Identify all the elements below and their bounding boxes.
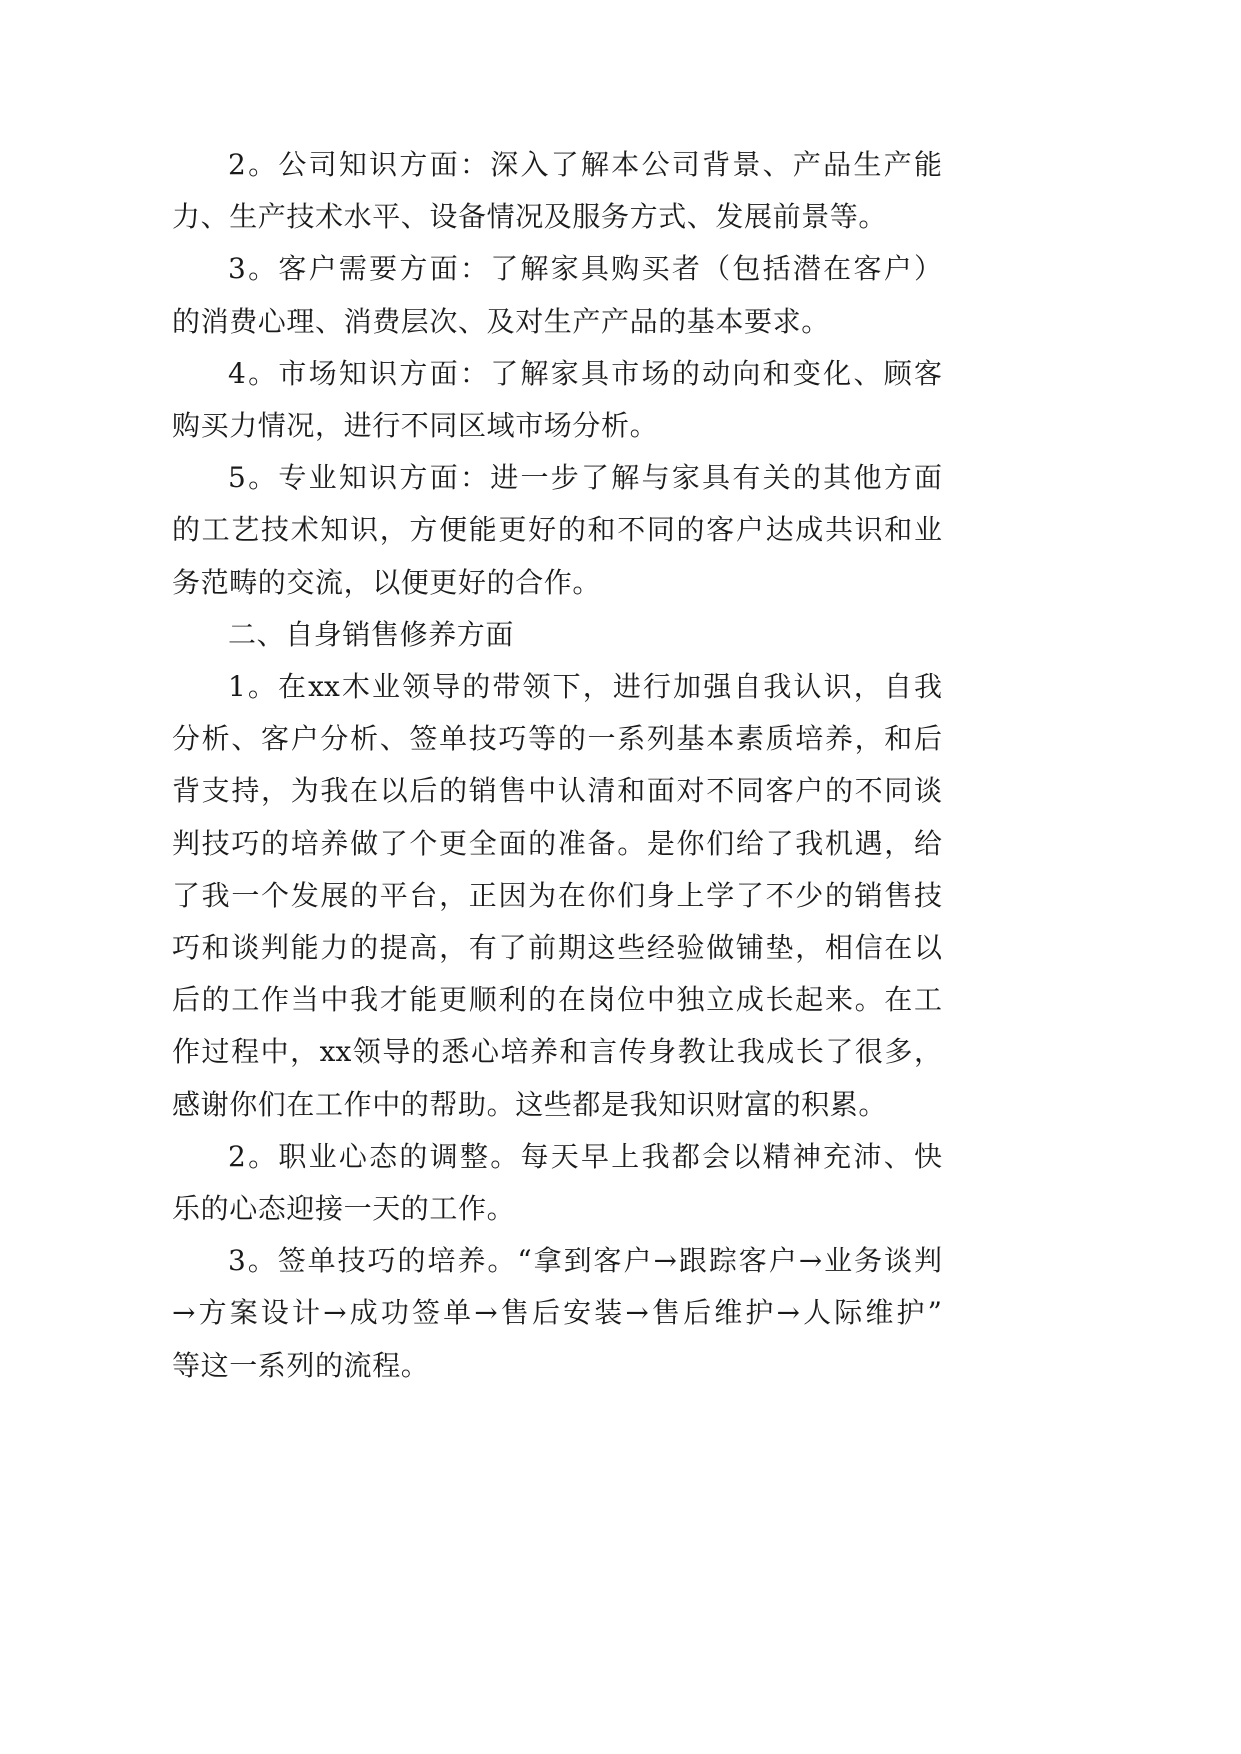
text-line: →方案设计→成功签单→售后安装→售后维护→人际维护” [172,1296,942,1330]
text-line: 务范畴的交流，以便更好的合作。 [172,565,602,599]
paragraph-self-awareness [172,661,942,1131]
text-line: 背支持，为我在以后的销售中认清和面对不同客户的不同谈 [172,774,942,808]
text-line: 的工艺技术知识，方便能更好的和不同的客户达成共识和业 [172,513,942,547]
paragraph-company-knowledge [172,139,942,243]
text-line: 乐的心态迎接一天的工作。 [172,1192,516,1226]
text-line: 2。公司知识方面：深入了解本公司背景、产品生产能 [228,148,942,181]
text-line: 3。客户需要方面：了解家具购买者（包括潜在客户） [228,252,942,286]
section-heading [172,609,942,661]
text-line: 后的工作当中我才能更顺利的在岗位中独立成长起来。在工 [172,983,942,1017]
text-line: 4。市场知识方面：了解家具市场的动向和变化、顾客 [228,356,942,390]
text-line: 判技巧的培养做了个更全面的准备。是你们给了我机遇，给 [172,826,942,860]
section-heading-text: 二、自身销售修养方面 [228,617,515,651]
text-line: 5。专业知识方面：进一步了解与家具有关的其他方面 [228,461,942,495]
text-line: 巧和谈判能力的提高，有了前期这些经验做铺垫，相信在以 [172,931,942,965]
text-line: 分析、客户分析、签单技巧等的一系列基本素质培养，和后 [172,722,942,756]
paragraph-customer-needs [172,243,942,347]
text-line: 等这一系列的流程。 [172,1348,430,1382]
text-line: 购买力情况，进行不同区域市场分析。 [172,409,659,443]
text-line: 了我一个发展的平台，正因为在你们身上学了不少的销售技 [172,878,942,912]
paragraph-mindset [172,1131,942,1235]
paragraph-market-knowledge [172,348,942,452]
text-line: 2。职业心态的调整。每天早上我都会以精神充沛、快 [228,1139,942,1173]
text-line: 作过程中，xx领导的悉心培养和言传身教让我成长了很多， [172,1035,942,1069]
text-line: 的消费心理、消费层次、及对生产产品的基本要求。 [172,304,830,338]
text-line: 3。签单技巧的培养。“拿到客户→跟踪客户→业务谈判 [228,1244,942,1278]
text-line: 感谢你们在工作中的帮助。这些都是我知识财富的积累。 [172,1087,888,1121]
document-body [172,139,942,1392]
text-line: 1。在xx木业领导的带领下，进行加强自我认识，自我 [228,670,942,704]
paragraph-signing-skills [172,1235,942,1392]
paragraph-professional-knowledge [172,452,942,609]
text-line: 力、生产技术水平、设备情况及服务方式、发展前景等。 [172,200,888,234]
